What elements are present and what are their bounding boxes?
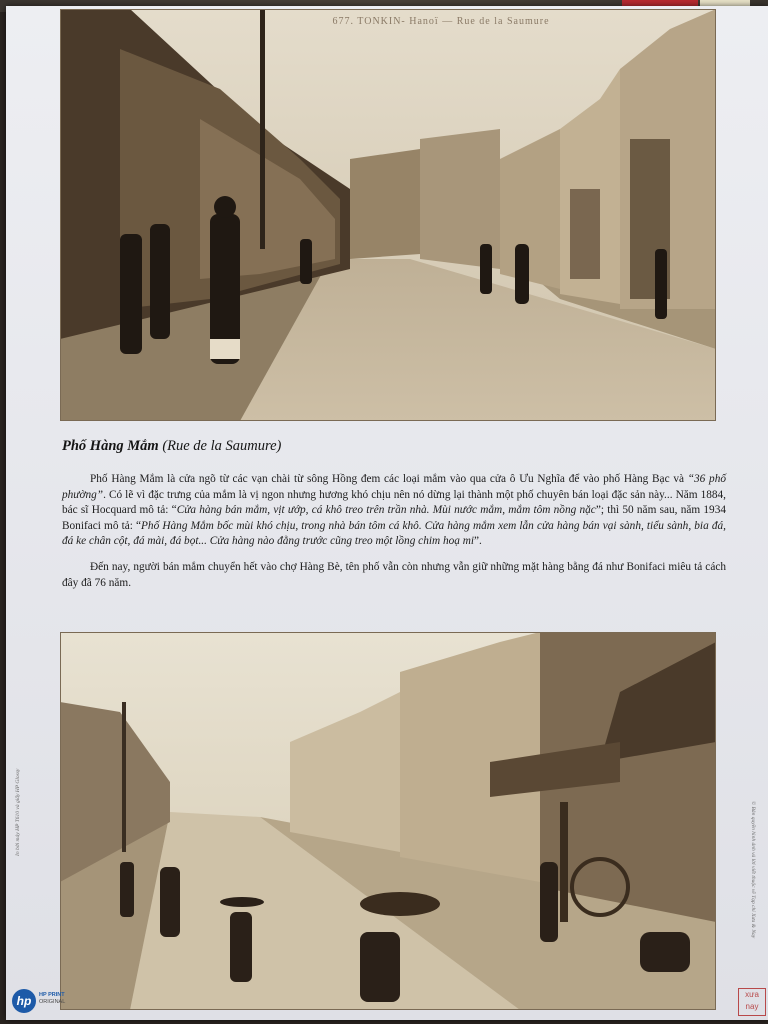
article-title-french: (Rue de la Saumure) [158, 438, 282, 454]
hp-print-original-label [39, 992, 79, 1006]
p1-text-b: “36 phố phường” [62, 473, 726, 501]
p1-text-g: ”. [474, 535, 482, 548]
p1-text-a: Phố Hàng Mắm là cửa ngõ từ các vạn chài từ sông Hồng đem các loại mắm vào qua cửa ô Ưu Nghĩa để vào phố Hàng Bạc và [90, 473, 688, 485]
poster-board [6, 6, 768, 1020]
hp-line-1: HP PRINT [39, 992, 65, 998]
article-title [62, 438, 712, 455]
photo-hang-mam-street [60, 632, 716, 1010]
hp-logo: hp [12, 989, 36, 1013]
street-photo-illustration-2 [60, 632, 716, 1010]
photo-rue-de-la-saumure [60, 9, 716, 421]
print-credit: In bởi máy HP T610 và giấy HP Glossy [15, 768, 21, 856]
hp-line-2: ORIGINAL [39, 999, 66, 1005]
p1-text-e: ”; thì 50 năm sau, năm 1934 Bonifaci mô tả: “ [62, 504, 726, 532]
street-photo-illustration [60, 9, 716, 421]
article-paragraph-2: Đến nay, người bán mắm chuyển hết vào chợ Hàng Bè, tên phố vẫn còn nhưng vẫn giữ những mặt hàng bằng đá như Bonifaci miêu tả cách đây đã 76 năm. [62, 560, 726, 589]
photo-top-caption: 677. TONKIN- Hanoï — Rue de la Saumure [332, 16, 550, 27]
xua-nay-seal: xưa nay [738, 988, 766, 1016]
p1-quote-bonifaci: Phố Hàng Mắm bốc mùi khó chịu, trong nhà bán tôm cá khô. Cửa hàng mắm xem lẫn cửa hàng bán vại sành, tiểu sành, bia đá, đá ke chân cột, đá mài, đá bọt... Cửa hàng nào đằng trước cũng treo một lồng chim hoạ mi [62, 519, 726, 548]
p1-text-c: . Có lẽ vì đặc trưng của mắm là vị ngon nhưng hương khó chịu nên nó dừng lại thành một phố chuyên bán loại đặc sản này... Năm 1884, bác sĩ Hocquard mô tả: “ [62, 488, 726, 517]
p1-quote-hocquard: Cửa hàng bán mắm, vịt ướp, cá khô treo trên trần nhà. Mùi nước mắm, mắm tôm nồng nặc [176, 504, 596, 517]
article-paragraph-1 [62, 472, 726, 550]
copyright-credit: © Bản quyền hình ảnh và lời viết thuộc về Tạp chí Xưa & Nay [750, 801, 756, 939]
article-body [62, 472, 726, 601]
article-title-main: Phố Hàng Mắm [62, 438, 159, 454]
